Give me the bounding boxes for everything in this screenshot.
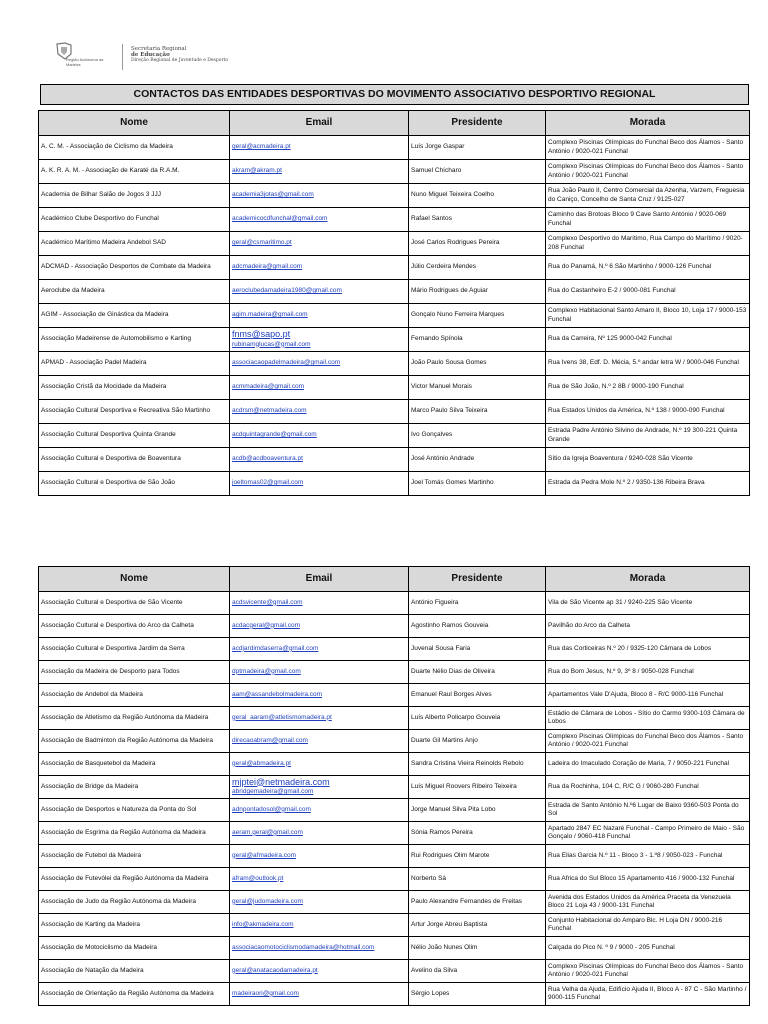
table-row — [39, 615, 750, 638]
cell-morada: Rua das Corticeiras N.º 20 / 9325-120 Câmara de Lobos — [546, 638, 750, 661]
cell-presidente: Marco Paulo Silva Teixeira — [409, 400, 546, 424]
cell-email — [230, 730, 409, 753]
cell-morada: Rua João Paulo II, Centro Comercial da Azenha, Varzem, Freguesia do Caniço, Concelho de Santa Cruz / 9125-027 — [546, 184, 750, 208]
document-header — [55, 42, 315, 72]
table-row — [39, 424, 750, 448]
cell-presidente: Luís Jorge Gaspar — [409, 136, 546, 160]
email-link[interactable]: acdb@acdboaventura.pt — [232, 455, 303, 463]
cell-presidente: Sandra Cristina Vieira Reinolds Rebolo — [409, 753, 546, 776]
cell-nome: Associação de Desportos e Natureza da Ponta do Sol — [39, 799, 230, 822]
cell-morada: Complexo Piscinas Olímpicas do Funchal Beco dos Álamos - Santo António / 9020-021 Funchal — [546, 960, 750, 983]
cell-morada: Complexo Piscinas Olímpicas do Funchal Beco dos Álamos - Santo António / 9020-021 Funchal — [546, 160, 750, 184]
cell-nome: Associação Cultural e Desportiva do Arco da Calheta — [39, 615, 230, 638]
email-link[interactable]: aam@assandebolmadeira.com — [232, 690, 323, 698]
cell-email — [230, 799, 409, 822]
email-link[interactable]: acdrsm@netmadeira.com — [232, 407, 307, 415]
email-link[interactable]: academia3jotas@gmail.com — [232, 191, 314, 199]
email-link[interactable]: mjptei@netmadeira.com — [232, 776, 330, 787]
table-row — [39, 937, 750, 960]
table-row — [39, 638, 750, 661]
table-row — [39, 256, 750, 280]
email-link[interactable]: geral@anatacaodamadeira.pt — [232, 966, 318, 974]
table-row — [39, 891, 750, 914]
cell-email — [230, 707, 409, 730]
cell-presidente: Norberto Sá — [409, 868, 546, 891]
cell-morada: Estádio de Câmara de Lobos - Sítio do Carmo 9300-103 Câmara de Lobos — [546, 707, 750, 730]
table-row — [39, 868, 750, 891]
table-row — [39, 232, 750, 256]
email-link[interactable]: aeram.geral@gmail.com — [232, 828, 303, 836]
cell-morada: Rua Estados Unidos da América, N.º 138 / 9000-090 Funchal — [546, 400, 750, 424]
email-link[interactable]: afram@outlook.pt — [232, 874, 284, 882]
table-row — [39, 822, 750, 845]
contacts-table-2 — [38, 566, 750, 1006]
email-link[interactable]: academicocdfunchal@gmail.com — [232, 215, 328, 223]
org-line-2: de Educação — [131, 52, 170, 58]
email-link[interactable]: madeiraori@gmail.com — [232, 989, 299, 997]
table-row — [39, 304, 750, 328]
cell-morada: Rua Elias Garcia N.º 11 - Bloco 3 - 1.º8 / 9050-023 - Funchal — [546, 845, 750, 868]
cell-presidente: Gonçalo Nuno Ferreira Marques — [409, 304, 546, 328]
column-header-nome: Nome — [39, 111, 230, 136]
cell-morada: Rua de São João, N.º 2 8B / 9000-190 Funchal — [546, 376, 750, 400]
table-row — [39, 592, 750, 615]
cell-email — [230, 753, 409, 776]
cell-email — [230, 160, 409, 184]
table-row — [39, 661, 750, 684]
email-link[interactable]: geral@afmadeira.com — [232, 851, 297, 859]
org-line-3: Direção Regional de Juventude e Desporto — [131, 58, 229, 63]
column-header-presidente: Presidente — [409, 567, 546, 592]
cell-presidente: Sérgio Lopes — [409, 983, 546, 1006]
cell-morada: Estrada Padre António Silvino de Andrade, N.º 19 300-221 Quinta Grande — [546, 424, 750, 448]
cell-nome: Associação de Karting da Madeira — [39, 914, 230, 937]
email-link[interactable]: geral@acmadeira.pt — [232, 143, 291, 151]
region-label: Região Autónoma da Madeira — [66, 57, 104, 67]
cell-nome: Associação de Esgrima da Região Autónoma da Madeira — [39, 822, 230, 845]
cell-presidente: Joel Tomás Gomes Martinho — [409, 472, 546, 496]
cell-presidente: Sónia Ramos Pereira — [409, 822, 546, 845]
table-row — [39, 684, 750, 707]
cell-email — [230, 891, 409, 914]
table-row — [39, 914, 750, 937]
cell-email — [230, 280, 409, 304]
cell-presidente: Emanuel Raul Borges Alves — [409, 684, 546, 707]
table-row — [39, 400, 750, 424]
cell-morada: Apartado 2847 EC Nazaré Funchal - Campo Primeiro de Maio - São Gonçalo / 9060-418 Funchal — [546, 822, 750, 845]
cell-presidente: Jorge Manuel Silva Pita Lobo — [409, 799, 546, 822]
cell-presidente: Luís Miguel Roovers Ribeiro Teixeira — [409, 776, 546, 799]
cell-email — [230, 304, 409, 328]
cell-morada: Complexo Habitacional Santo Amaro II, Bloco 10, Loja 17 / 9000-153 Funchal — [546, 304, 750, 328]
cell-email — [230, 592, 409, 615]
cell-morada: Rua Ivens 38, Edf. D. Mécia, 5.º andar letra W / 9000-046 Funchal — [546, 352, 750, 376]
table-row — [39, 472, 750, 496]
cell-morada: Rua Velha da Ajuda, Edifício Ajuda II, Bloco A - 87 C - São Martinho / 9000-115 Funchal — [546, 983, 750, 1006]
cell-presidente: Juvenal Sousa Faria — [409, 638, 546, 661]
cell-presidente: Duarte Gil Martins Anjo — [409, 730, 546, 753]
cell-nome: A. K. R. A. M. - Associação de Karaté da R.A.M. — [39, 160, 230, 184]
cell-morada: Estrada da Pedra Mole N.º 2 / 9350-136 Ribeira Brava — [546, 472, 750, 496]
email-link[interactable]: associacaomotociclismodamadeira@hotmail.com — [232, 943, 375, 951]
cell-morada: Rua da Carreira, Nº 125 9000-042 Funchal — [546, 328, 750, 352]
table-header-row — [39, 567, 750, 592]
org-line-1: Secretaria Regional — [131, 46, 187, 52]
cell-presidente: Paulo Alexandre Fernandes de Freitas — [409, 891, 546, 914]
cell-nome: Associação Cultural e Desportiva de Boaventura — [39, 448, 230, 472]
cell-nome: Associação de Motociclismo da Madeira — [39, 937, 230, 960]
table-row — [39, 208, 750, 232]
organization-block — [131, 46, 228, 64]
email-link[interactable]: agim.madeira@gmail.com — [232, 311, 308, 319]
cell-email — [230, 983, 409, 1006]
table-row — [39, 280, 750, 304]
cell-morada: Complexo Desportivo do Marítimo, Rua Campo do Marítimo / 9020-208 Funchal — [546, 232, 750, 256]
cell-email — [230, 960, 409, 983]
table-row — [39, 160, 750, 184]
cell-presidente: Avelino da Silva — [409, 960, 546, 983]
email-link[interactable]: acdjardimdaserra@gmail.com — [232, 644, 319, 652]
cell-presidente: Victor Manuel Morais — [409, 376, 546, 400]
cell-presidente: Júlio Cerdeira Mendes — [409, 256, 546, 280]
cell-email — [230, 776, 409, 799]
cell-nome: Associação de Basquetebol da Madeira — [39, 753, 230, 776]
cell-nome: Associação Cultural e Desportiva Jardim da Serra — [39, 638, 230, 661]
cell-presidente: Rafael Santos — [409, 208, 546, 232]
table-row — [39, 448, 750, 472]
table-row — [39, 983, 750, 1006]
cell-nome: Associação de Futevólei da Região Autónoma da Madeira — [39, 868, 230, 891]
cell-email — [230, 661, 409, 684]
cell-email — [230, 914, 409, 937]
cell-presidente: José António Andrade — [409, 448, 546, 472]
column-header-email: Email — [230, 567, 409, 592]
cell-nome: Associação da Madeira de Desporto para Todos — [39, 661, 230, 684]
cell-email — [230, 232, 409, 256]
cell-presidente: Mário Rodrigues de Aguiar — [409, 280, 546, 304]
cell-morada: Rua do Bom Jesus, N.º 9, 3º 8 / 9050-028 Funchal — [546, 661, 750, 684]
cell-nome: ADCMAD - Associação Desportos de Combate da Madeira — [39, 256, 230, 280]
cell-morada: Avenida dos Estados Unidos da América Praceta da Venezuela Bloco 21 Loja 43 / 9000-131 Funchal — [546, 891, 750, 914]
cell-presidente: José Carlos Rodrigues Pereira — [409, 232, 546, 256]
cell-nome: Académico Marítimo Madeira Andebol SAD — [39, 232, 230, 256]
cell-presidente: Nélio João Nunes Olim — [409, 937, 546, 960]
cell-email — [230, 352, 409, 376]
email-link[interactable]: geral@judomadeira.com — [232, 897, 303, 905]
cell-email — [230, 256, 409, 280]
cell-nome: APMAD - Associação Padel Madeira — [39, 352, 230, 376]
cell-nome: Associação de Judo da Região Autónoma da Madeira — [39, 891, 230, 914]
email-link[interactable]: associacaopadelmadeira@gmail.com — [232, 359, 341, 367]
email-link[interactable]: abridgemadeira@gmail.com — [232, 788, 314, 795]
cell-morada: Rua do Castanheiro E-2 / 9000-081 Funchal — [546, 280, 750, 304]
table-row — [39, 376, 750, 400]
column-header-morada: Morada — [546, 567, 750, 592]
cell-presidente: Samuel Chícharo — [409, 160, 546, 184]
table-row — [39, 730, 750, 753]
email-link[interactable]: geral@csmaritimo.pt — [232, 239, 292, 247]
cell-presidente: Fernando Spínola — [409, 328, 546, 352]
cell-presidente: Ivo Gonçalves — [409, 424, 546, 448]
email-link[interactable]: geral_aaram@atletismomadeira.pt — [232, 713, 332, 721]
cell-morada: Complexo Piscinas Olímpicas do Funchal Beco dos Álamos - Santo António / 9020-021 Funchal — [546, 730, 750, 753]
email-link[interactable]: fnms@sapo.pt — [232, 329, 291, 339]
cell-email — [230, 684, 409, 707]
cell-presidente: Duarte Nélio Dias de Oliveira — [409, 661, 546, 684]
cell-morada: Rua da Rochinha, 104 C, R/C G / 9060-280 Funchal — [546, 776, 750, 799]
email-link[interactable]: info@akmadeira.com — [232, 920, 294, 928]
cell-nome: Academia de Bilhar Salão de Jogos 3 JJJ — [39, 184, 230, 208]
cell-morada: Caminho das Brotoas Bloco 9 Cave Santo António / 9020-069 Funchal — [546, 208, 750, 232]
cell-email — [230, 184, 409, 208]
table-header-row — [39, 111, 750, 136]
cell-email — [230, 136, 409, 160]
cell-nome: Associação Cultural e Desportiva de São Vicente — [39, 592, 230, 615]
cell-email — [230, 472, 409, 496]
cell-presidente: Luís Alberto Policarpo Gouveia — [409, 707, 546, 730]
cell-nome: Aeroclube da Madeira — [39, 280, 230, 304]
email-link[interactable]: acdacgeral@gmail.com — [232, 621, 301, 629]
cell-morada: Sítio da Igreja Boaventura / 9240-028 São Vicente — [546, 448, 750, 472]
table-row — [39, 753, 750, 776]
cell-presidente: António Figueira — [409, 592, 546, 615]
table-row — [39, 799, 750, 822]
cell-morada: Rua do Panamá, N.º 6 São Martinho / 9000-126 Funchal — [546, 256, 750, 280]
email-link[interactable]: joeltomas02@gmail.com — [232, 479, 304, 487]
cell-nome: Associação de Atletismo da Região Autónoma da Madeira — [39, 707, 230, 730]
table-row — [39, 136, 750, 160]
cell-nome: Associação de Natação da Madeira — [39, 960, 230, 983]
cell-email — [230, 937, 409, 960]
cell-email — [230, 376, 409, 400]
table-row — [39, 707, 750, 730]
cell-morada: Ladeira do Imaculado Coração de Maria, 7 / 9050-221 Funchal — [546, 753, 750, 776]
cell-morada: Pavilhão do Arco da Calheta — [546, 615, 750, 638]
document-title: CONTACTOS DAS ENTIDADES DESPORTIVAS DO MOVIMENTO ASSOCIATIVO DESPORTIVO REGIONAL — [40, 84, 749, 105]
cell-morada: Apartamentos Vale D'Ajuda, Bloco 8 - R/C 9000-116 Funchal — [546, 684, 750, 707]
cell-presidente: Nuno Miguel Teixeira Coelho — [409, 184, 546, 208]
cell-nome: Associação de Orientação da Região Autónoma da Madeira — [39, 983, 230, 1006]
table-row — [39, 845, 750, 868]
cell-morada: Calçada do Pico N. º 9 / 9000 - 205 Funchal — [546, 937, 750, 960]
cell-email — [230, 424, 409, 448]
cell-morada: Conjunto Habitacional do Amparo Blc. H Loja DN / 9000-216 Funchal — [546, 914, 750, 937]
cell-nome: Associação Cultural Desportiva Quinta Grande — [39, 424, 230, 448]
table-row — [39, 328, 750, 352]
cell-nome: Associação Cristã da Mocidade da Madeira — [39, 376, 230, 400]
cell-morada: Complexo Piscinas Olímpicas do Funchal Beco dos Álamos - Santo António / 9020-021 Funchal — [546, 136, 750, 160]
cell-email — [230, 868, 409, 891]
column-header-morada: Morada — [546, 111, 750, 136]
column-header-presidente: Presidente — [409, 111, 546, 136]
cell-nome: Associação Cultural Desportiva e Recreativa São Martinho — [39, 400, 230, 424]
cell-email — [230, 845, 409, 868]
cell-morada: Estrada de Santo António N.º6 Lugar de Baixo 9360-503 Ponta do Sol — [546, 799, 750, 822]
cell-email — [230, 448, 409, 472]
table-row — [39, 960, 750, 983]
cell-morada: Vila de São Vicente ap 31 / 9240-225 São Vicente — [546, 592, 750, 615]
email-link[interactable]: aeroclubedamadeira1980@gmail.com — [232, 287, 342, 295]
cell-nome: Associação Madeirense de Automobilismo e Karting — [39, 328, 230, 352]
cell-presidente: Artur Jorge Abreu Baptista — [409, 914, 546, 937]
table-row — [39, 352, 750, 376]
cell-email — [230, 822, 409, 845]
cell-nome: Associação de Bridge da Madeira — [39, 776, 230, 799]
cell-nome: AGIM - Associação de Ginástica da Madeira — [39, 304, 230, 328]
column-header-nome: Nome — [39, 567, 230, 592]
cell-presidente: Agostinho Ramos Gouveia — [409, 615, 546, 638]
cell-nome: Associação de Futebol da Madeira — [39, 845, 230, 868]
column-header-email: Email — [230, 111, 409, 136]
cell-nome: Associação de Andebol da Madeira — [39, 684, 230, 707]
table-row — [39, 776, 750, 799]
cell-presidente: João Paulo Sousa Gomes — [409, 352, 546, 376]
cell-email — [230, 400, 409, 424]
table-row — [39, 184, 750, 208]
email-link[interactable]: dptmadeira@gmail.com — [232, 667, 301, 675]
email-link[interactable]: adnpontadosol@gmail.com — [232, 805, 311, 813]
email-link[interactable]: akram@akram.pt — [232, 167, 282, 175]
cell-nome: Académico Clube Desportivo do Funchal — [39, 208, 230, 232]
cell-email — [230, 208, 409, 232]
cell-nome: Associação de Badminton da Região Autónoma da Madeira — [39, 730, 230, 753]
cell-nome: A. C. M. - Associação de Ciclismo da Madeira — [39, 136, 230, 160]
email-link[interactable]: rubinamglucas@gmail.com — [232, 340, 311, 348]
header-divider — [122, 44, 123, 70]
contacts-table-1 — [38, 110, 750, 496]
cell-email — [230, 638, 409, 661]
email-link[interactable]: geral@abmadeira.pt — [232, 759, 291, 767]
email-link[interactable]: acdsvicente@gmail.com — [232, 598, 303, 606]
cell-email — [230, 615, 409, 638]
cell-morada: Rua Africa do Sul Bloco 15 Apartamento 416 / 9000-132 Funchal — [546, 868, 750, 891]
email-link[interactable]: adcmadeira@gmail.com — [232, 263, 303, 271]
cell-nome: Associação Cultural e Desportiva de São João — [39, 472, 230, 496]
cell-email — [230, 328, 409, 352]
email-link[interactable]: acdquintagrande@gmail.com — [232, 431, 317, 439]
email-link[interactable]: direcaoabram@gmail.com — [232, 736, 308, 744]
email-link[interactable]: acmmadeira@gmail.com — [232, 383, 304, 391]
cell-presidente: Rui Rodrigues Olim Marote — [409, 845, 546, 868]
